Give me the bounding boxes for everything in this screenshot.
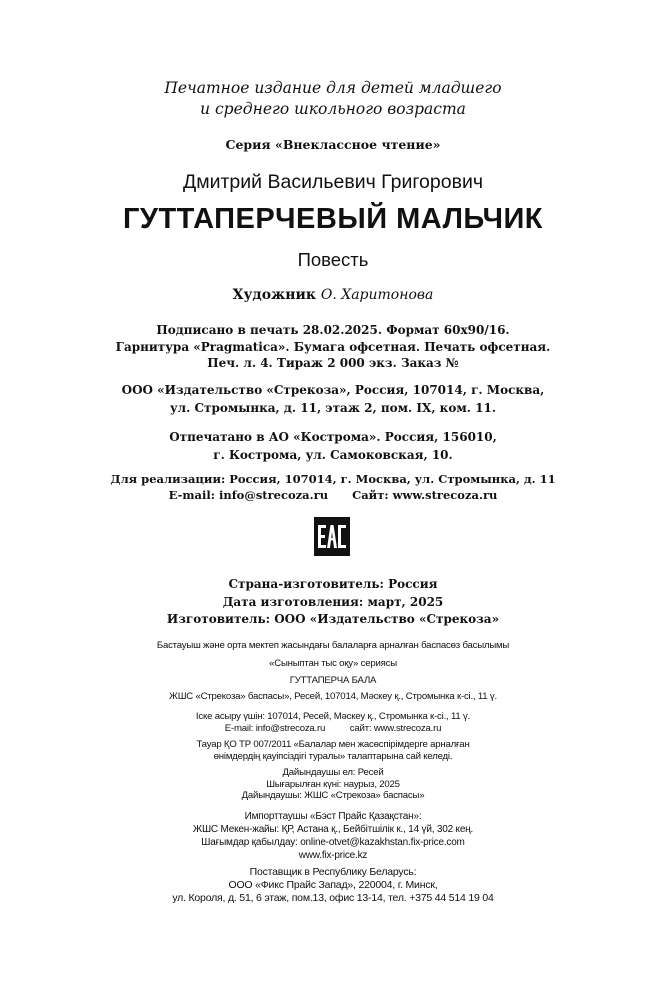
kz-importer-line-4: www.fix-price.kz (298, 850, 368, 861)
kz-importer-line-1: Импорттаушы «Бэст Прайс Қазақстан»: (244, 811, 422, 822)
print-info-line-2: Гарнитура «Pragmatica». Бумага офсетная. Печать офсетная. (115, 339, 551, 354)
illustrator-name: О. Харитонова (320, 287, 434, 303)
kz-conformity-line-1: Тауар ҚО ТР 007/2011 «Балалар мен жасөспірімдерге арналған (196, 739, 470, 750)
kz-sales-line-2: E-mail: info@strecoza.ru сайт: www.strecoza.ru (224, 722, 442, 734)
print-info-line-1: Подписано в печать 28.02.2025. Формат 60x90/16. (156, 323, 510, 337)
intro-text (0, 78, 666, 120)
belarus-line-2: ООО «Фикс Прайс Запад», 220004, г. Минск, (228, 879, 438, 891)
kz-sales-line-1: Іске асыру үшін: 107014, Ресей, Мәскеу қ., Стромынка к-сі., 11 ү. (195, 711, 471, 722)
publisher-line-1: ООО «Издательство «Стрекоза», Россия, 107014, г. Москва, (121, 383, 545, 397)
kz-importer (0, 810, 666, 862)
printer-info (0, 428, 666, 464)
manufacturer-country: Страна-изготовитель: Россия (228, 577, 438, 591)
manufacturer-name: Изготовитель: ООО «Издательство «Стрекоза» (166, 612, 500, 626)
sales-line-1: Для реализации: Россия, 107014, г. Москва, ул. Стромынка, д. 11 (110, 472, 556, 486)
kz-conformity-line-2: өнімдердің қауіпсіздігі туралы» талаптарына сай келеді. (213, 750, 453, 762)
printer-line-1: Отпечатано в АО «Кострома». Россия, 156010, (169, 430, 497, 444)
kz-publisher: ЖШС «Стрекоза» баспасы», Ресей, 107014, Мәскеу қ., Стромынка к-сі., 11 ү. (169, 691, 497, 702)
manufacturer-date: Дата изготовления: март, 2025 (222, 594, 444, 609)
kz-conformity (0, 739, 666, 762)
kz-title: ГУТТАПЕРЧА БАЛА (289, 675, 377, 686)
kz-sales (0, 711, 666, 734)
belarus-supplier (0, 866, 666, 905)
intro-line-2: и среднего школьного возраста (200, 100, 466, 118)
illustrator-line (0, 287, 666, 303)
series-line: Серия «Внеклассное чтение» (225, 137, 441, 152)
kz-series: «Сыныптан тыс оқу» сериясы (269, 658, 397, 669)
kz-manufacturer (0, 767, 666, 802)
manufacturer-info (0, 576, 666, 629)
kz-importer-line-3: Шағымдар қабылдау: online-otvet@kazakhstan.fix-price.com (201, 837, 465, 848)
author-name: Дмитрий Васильевич Григорович (182, 171, 484, 193)
publisher-address (0, 381, 666, 417)
intro-line-1: Печатное издание для детей младшего (164, 79, 502, 97)
kz-importer-line-2: ЖШС Мекен-жайы: ҚР, Астана қ., Бейбітшілік к., 14 үй, 302 кең. (192, 824, 474, 835)
print-info-line-3: Печ. л. 4. Тираж 2 000 экз. Заказ № (207, 356, 459, 370)
illustrator-label: Художник (232, 287, 321, 303)
printer-line-2: г. Кострома, ул. Самоковская, 10. (213, 448, 453, 462)
book-title: ГУТТАПЕРЧЕВЫЙ МАЛЬЧИК (122, 203, 543, 235)
eac-mark-icon (314, 517, 350, 556)
genre-label: Повесть (297, 249, 369, 270)
print-info (0, 322, 666, 372)
sales-info (0, 471, 666, 503)
sales-line-2: E-mail: info@strecoza.ru Сайт: www.strecoza.ru (168, 488, 498, 502)
belarus-line-3: ул. Короля, д. 51, 6 этаж, пом.13, офис 13-14, тел. +375 44 514 19 04 (172, 892, 494, 904)
kz-description: Бастауыш және орта мектеп жасындағы балаларға арналған баспасөз басылымы (156, 640, 510, 651)
belarus-line-1: Поставщик в Республику Беларусь: (249, 866, 417, 878)
kz-manufacturer-line-2: Шығарылған күні: наурыз, 2025 (266, 778, 400, 790)
kz-manufacturer-line-1: Дайындаушы ел: Ресей (282, 767, 384, 778)
kz-manufacturer-line-3: Дайындаушы: ЖШС «Стрекоза» баспасы» (241, 790, 425, 801)
publisher-line-2: ул. Стромынка, д. 11, этаж 2, пом. IX, ком. 11. (169, 401, 496, 415)
